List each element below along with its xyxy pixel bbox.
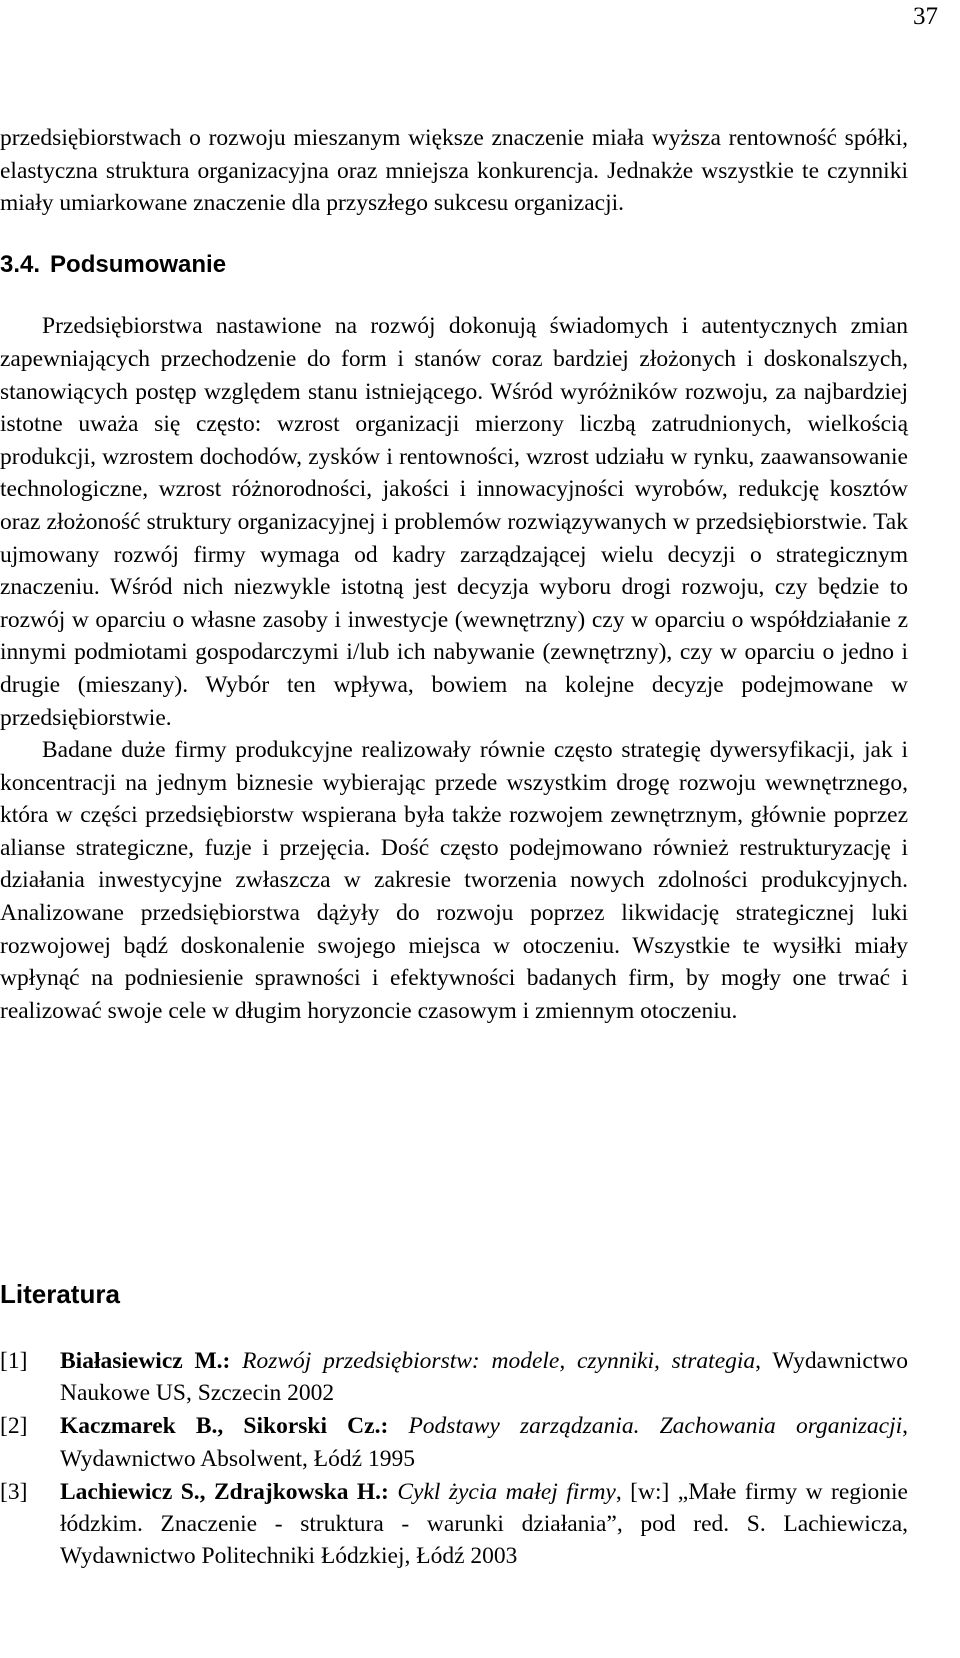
page-number: 37 xyxy=(913,3,938,30)
reference-number: [1] xyxy=(0,1348,28,1374)
summary-paragraph-2: Badane duże firmy produkcyjne realizowały równie często strategię dywersyfikacji, jak i koncentracji na jednym biznesie wybierając przede wszystkim drogę rozwoju wewnętrznego, która w części przedsiębiorstw wspierana była także rozwojem zewnętrznym, głównie poprzez alianse strategiczne, fuzje i przejęcia. Dość często podejmowano również restrukturyzację i działania inwestycyjne zwłaszcza w zakresie tworzenia nowych zdolności produkcyjnych. Analizowane przedsiębiorstwa dążyły do rozwoju poprzez likwidację strategicznej luki rozwojowej bądź doskonalenie swojego miejsca w otoczeniu. Wszystkie te wysiłki miały wpłynąć na podniesienie sprawności i efektywności badanych firm, by mogły one trwać i realizować swoje cele w długim horyzoncie czasowym i zmiennym otoczeniu. xyxy=(0,737,908,1024)
reference-item xyxy=(0,1410,908,1474)
reference-authors: Lachiewicz S., Zdrajkowska H.: xyxy=(60,1478,389,1505)
reference-number: [3] xyxy=(0,1478,28,1505)
literature-heading: Literatura xyxy=(0,1279,120,1309)
summary-paragraph-1: Przedsiębiorstwa nastawione na rozwój dokonują świadomych i autentycznych zmian zapewniających przechodzenie do form i stanów coraz bardziej złożonych i doskonalszych, stanowiących postęp względem stanu istniejącego. Wśród wyróżników rozwoju, za najbardziej istotne uważa się często: wzrost organizacji mierzony liczbą zatrudnionych, wielkością produkcji, wzrostem dochodów, zysków i rentowności, wzrost udziału w rynku, zaawansowanie technologiczne, wzrost różnorodności, jakości i innowacyjności wyrobów, redukcję kosztów oraz złożoność struktury organizacyjnej i problemów rozwiązywanych w przedsiębiorstwie. Tak ujmowany rozwój firmy wymaga od kadry zarządzającej wielu decyzji o strategicznym znaczeniu. Wśród nich niezwykle istotną jest decyzja wyboru drogi rozwoju, czy będzie to rozwój w oparciu o własne zasoby i inwestycje (wewnętrzny) czy w oparciu o współdziałanie z innymi podmiotami gospodarczymi i/lub ich nabywanie (zewnętrzny), czy w oparciu o jedno i drugie (mieszany). Wybór ten wpływa, bowiem na kolejne decyzje podejmowane w przedsiębiorstwie. xyxy=(0,313,908,731)
reference-item xyxy=(0,1345,908,1409)
section-number: 3.4. xyxy=(0,250,41,278)
reference-details: , Wydawnictwo Absolwent, Łódź 1995 xyxy=(60,1413,909,1472)
reference-authors: Kaczmarek B., Sikorski Cz.: xyxy=(60,1413,389,1440)
reference-title: Podstawy zarządzania. Zachowania organizacji xyxy=(408,1413,903,1440)
reference-title: Cykl życia małej firmy xyxy=(397,1478,616,1505)
reference-list xyxy=(0,1345,908,1573)
reference-authors: Białasiewicz M.: xyxy=(60,1348,231,1374)
reference-details: , Wydawnictwo Naukowe US, Szczecin 2002 xyxy=(60,1348,909,1407)
reference-details: , [w:] „Małe firmy w regionie łódzkim. Znaczenie - struktura - warunki działania”, pod red. S. Lachiewicza, Wydawnictwo Politechniki Łódzkiej, Łódź 2003 xyxy=(60,1478,908,1570)
section-title: Podsumowanie xyxy=(50,250,227,278)
main-text xyxy=(0,122,908,1027)
intro-paragraph: przedsiębiorstwach o rozwoju mieszanym większe znaczenie miała wyższa rentowność spółki, elastyczna struktura organizacyjna oraz mniejsza konkurencja. Jednakże wszystkie te czynniki miały umiarkowane znaczenie dla przyszłego sukcesu organizacji. xyxy=(0,125,908,217)
reference-title: Rozwój przedsiębiorstw: modele, czynniki, strategia xyxy=(242,1348,756,1374)
section-heading xyxy=(0,249,908,282)
reference-number: [2] xyxy=(0,1413,28,1440)
reference-item xyxy=(0,1476,908,1573)
